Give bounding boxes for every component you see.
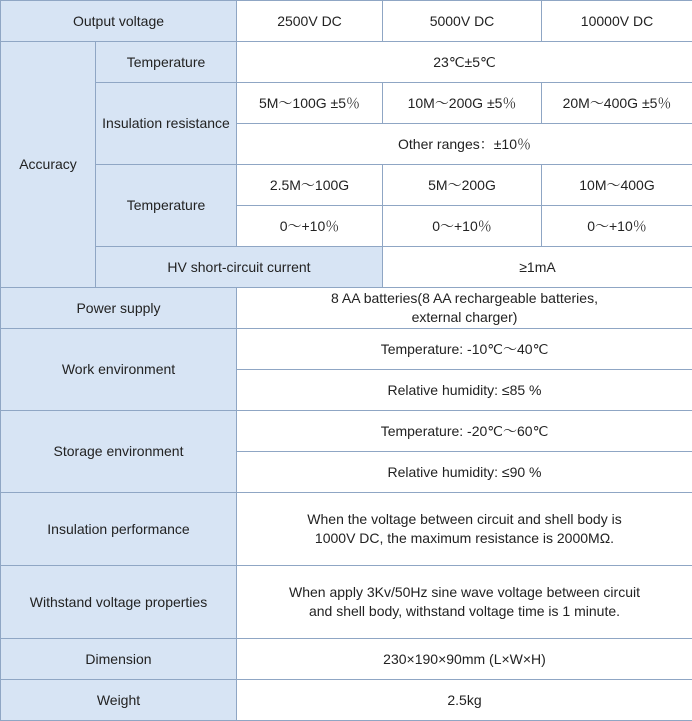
- range-5000: 5M～200G: [383, 165, 542, 206]
- power-supply-line1: 8 AA batteries(8 AA rechargeable batteries,: [331, 290, 598, 306]
- row-range: [1, 165, 692, 206]
- accuracy-temperature-value: 23℃±5℃: [237, 42, 692, 83]
- storage-environment-label: Storage environment: [1, 411, 237, 493]
- short-circuit-label: HV short-circuit current: [96, 247, 383, 288]
- insulation-resistance-5000: 10M～200G ±5％: [383, 83, 542, 124]
- insulation-resistance-2500: 5M～100G ±5％: [237, 83, 383, 124]
- short-circuit-value: ≥1mA: [383, 247, 692, 288]
- insulation-performance-label: Insulation performance: [1, 493, 237, 566]
- row-power-supply: [1, 288, 692, 329]
- accuracy-temperature-label: Temperature: [96, 42, 237, 83]
- withstand-voltage-line2: and shell body, withstand voltage time is 1 minute.: [308, 603, 621, 619]
- insulation-performance-value: [237, 493, 692, 566]
- row-insulation-resistance: [1, 83, 692, 124]
- power-supply-label: Power supply: [1, 288, 237, 329]
- row-insulation-performance: [1, 493, 692, 566]
- withstand-voltage-line1: When apply 3Kv/50Hz sine wave voltage between circuit: [289, 584, 640, 600]
- other-ranges-value: Other ranges：±10％: [237, 124, 692, 165]
- work-environment-label: Work environment: [1, 329, 237, 411]
- accuracy-temperature2-label: Temperature: [96, 165, 237, 247]
- voltage-2500: 2500V DC: [237, 1, 383, 42]
- row-storage-temperature: [1, 411, 692, 452]
- row-work-temperature: [1, 329, 692, 370]
- output-voltage-label: Output voltage: [1, 1, 237, 42]
- power-supply-line2: external charger): [411, 309, 518, 325]
- voltage-10000: 10000V DC: [542, 1, 692, 42]
- accuracy-label: Accuracy: [1, 42, 96, 288]
- tolerance-10000: 0～+10％: [542, 206, 692, 247]
- tolerance-5000: 0～+10％: [383, 206, 542, 247]
- weight-label: Weight: [1, 680, 237, 721]
- work-humidity-value: Relative humidity: ≤85 %: [237, 370, 692, 411]
- insulation-performance-line1: When the voltage between circuit and shell body is: [307, 511, 622, 527]
- withstand-voltage-value: [237, 566, 692, 639]
- insulation-resistance-10000: 20M～400G ±5％: [542, 83, 692, 124]
- range-2500: 2.5M～100G: [237, 165, 383, 206]
- insulation-resistance-label: Insulation resistance: [96, 83, 237, 165]
- storage-humidity-value: Relative humidity: ≤90 %: [237, 452, 692, 493]
- range-10000: 10M～400G: [542, 165, 692, 206]
- row-accuracy-temperature: [1, 42, 692, 83]
- voltage-5000: 5000V DC: [383, 1, 542, 42]
- tolerance-2500: 0～+10％: [237, 206, 383, 247]
- weight-value: 2.5kg: [237, 680, 692, 721]
- row-short-circuit: [1, 247, 692, 288]
- row-output-voltage: [1, 1, 692, 42]
- insulation-performance-line2: 1000V DC, the maximum resistance is 2000MΩ.: [314, 530, 615, 546]
- storage-temperature-value: Temperature: -20℃～60℃: [237, 411, 692, 452]
- dimension-value: 230×190×90mm (L×W×H): [237, 639, 692, 680]
- row-weight: [1, 680, 692, 721]
- row-dimension: [1, 639, 692, 680]
- work-temperature-value: Temperature: -10℃～40℃: [237, 329, 692, 370]
- withstand-voltage-label: Withstand voltage properties: [1, 566, 237, 639]
- row-withstand-voltage: [1, 566, 692, 639]
- dimension-label: Dimension: [1, 639, 237, 680]
- power-supply-value: [237, 288, 692, 329]
